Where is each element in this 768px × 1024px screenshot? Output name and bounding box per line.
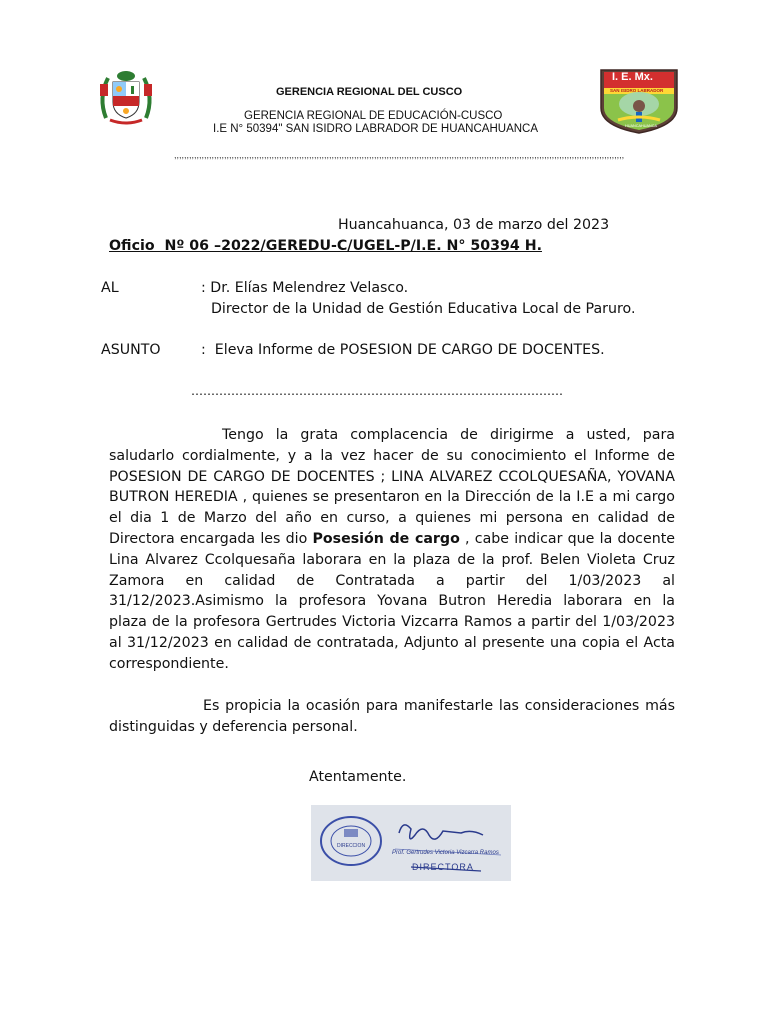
p1-line-12: correspondiente. [109,655,229,672]
asunto-text: : Eleva Informe de POSESION DE CARGO DE DOCENTES. [201,342,605,358]
body-paragraph-1 [109,425,675,675]
stamp-role: DIRECTORA [412,862,474,872]
p1-line-10: plaza de la profesora Gertrudes Victoria Vizcarra Ramos a partir del 1/03/2023 [109,614,675,631]
header-dotted-rule: ,,,,,,,,,,,,,,,,,,,,,,,,,,,,,,,,,,,,,,,,,,,,,,,,,,,,,,,,,,,,,,,,,,,,,,,,,,,,,,,,,,,,,,,,,,,,,,,,,,,,,,,,,,,,,,,,,,,,,,,,,,,,,,,,,,,,,,,,,,,,,,,,,,,,,,,,,,,,,,,,,,,,,,,,,,,,,,,,,,,, [174,150,625,160]
logo-text-top: I. E. Mx. [612,71,653,83]
oficio-number: Oficio Nº 06 –2022/GEREDU-C/UGEL-P/I.E. N° 50394 H. [109,238,542,254]
p1-line-1: Tengo la grata complacencia de dirigirme a usted, para [222,427,675,443]
closing-text: Atentamente. [309,769,407,785]
stamp-signature-name: Prof. Gertrudes Victoria Vizcarra Ramos [392,850,499,856]
p1-line-9: 31/12/2023.Asimismo la profesora Yovana Butron Heredia laborara en la [109,593,675,610]
separator-dots: ………………………………………………………………………………… [191,384,563,398]
p1-line-8: Zamora en calidad de Contratada a partir del 1/03/2023 al [109,572,675,589]
p1-line-3: POSESION DE CARGO DE DOCENTES ; LINA ALVAREZ CCOLQUESAÑA, YOVANA [109,468,675,485]
al-recipient-position: Director de la Unidad de Gestión Educativa Local de Paruro. [211,301,636,317]
p1-line-11: al 31/12/2023 en calidad de contratada, Adjunto al presente una copia el Acta [109,634,675,651]
p1-line-5: el dia 1 de Marzo del año en curso, a quienes mi persona en calidad de [109,510,675,527]
p1-line-2: saludarlo cordialmente, y a la vez hacer de su conocimiento el Informe de [109,447,675,464]
peru-coat-of-arms-icon [96,68,156,124]
logo-text-band: SAN ISIDRO LABRADOR [610,88,664,93]
body-paragraph-2 [109,696,675,738]
letter-date: Huancahuanca, 03 de marzo del 2023 [338,217,610,233]
posesion-de-cargo-bold: Posesión de cargo [312,530,460,547]
asunto-label: ASUNTO [101,342,161,358]
stamp-seal-text: DIRECCION [337,843,366,849]
logo-text-bottom: HUANCAHUANCA [625,124,658,128]
p1-line-7: Lina Alvarez Ccolquesaña laborara en la plaza de la prof. Belen Violeta Cruz [109,551,675,568]
al-recipient: : Dr. Elías Melendrez Velasco. [201,280,409,296]
p2-line-1: Es propicia la ocasión para manifestarle las consideraciones más [203,698,675,714]
header-subtitle: GERENCIA REGIONAL DE EDUCACIÓN-CUSCO [244,110,503,122]
p1-line-6: Directora encargada les dio Posesión de cargo , cabe indicar que la docente [109,530,675,547]
p1-line-4: BUTRON HEREDIA , quienes se presentaron en la Dirección de la I.E a mi cargo [109,489,675,506]
header-school: I.E N° 50394" SAN ISIDRO LABRADOR DE HUANCAHUANCA [213,123,539,135]
p2-line-2: distinguidas y deferencia personal. [109,718,358,735]
al-label: AL [101,280,119,296]
header-title: GERENCIA REGIONAL DEL CUSCO [276,86,463,98]
